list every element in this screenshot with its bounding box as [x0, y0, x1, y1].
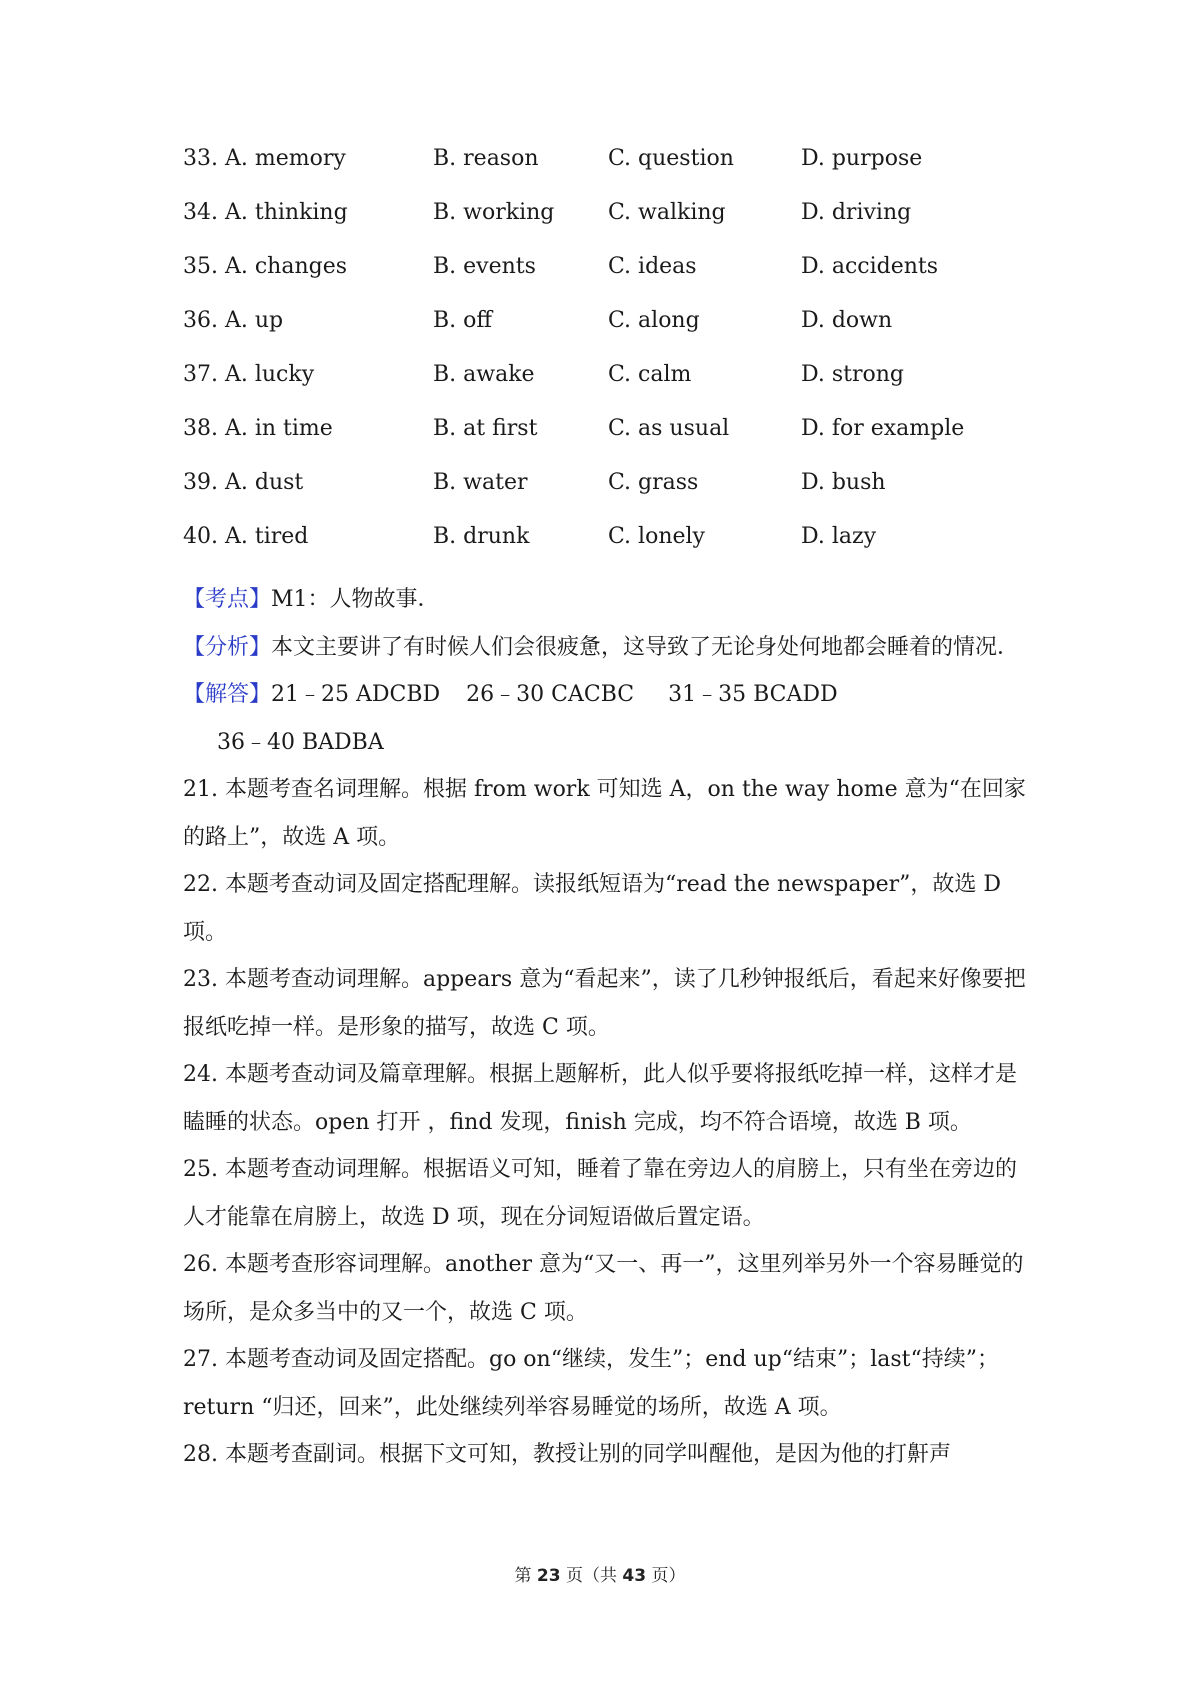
- answer-group: 26﹣30 CACBC: [466, 682, 635, 707]
- option-b: B. drunk: [433, 524, 530, 549]
- option-c: C. lonely: [608, 524, 705, 549]
- option-b: B. awake: [433, 362, 535, 387]
- jieda-tag: 【解答】: [183, 682, 272, 707]
- option-d: D. purpose: [801, 146, 923, 171]
- option-row: [183, 517, 1028, 557]
- option-c: C. as usual: [608, 416, 730, 441]
- option-b: B. at first: [433, 416, 538, 441]
- explanation-paragraph: 24. 本题考查动词及篇章理解。根据上题解析，此人似乎要将报纸吃掉一样，这样才是瞌睡的状态。open 打开 ，find 发现，finish 完成，均不符合语境，故选 B 项。: [183, 1062, 1017, 1135]
- option-a: 36. A. up: [183, 308, 284, 333]
- option-c: C. question: [608, 146, 734, 171]
- option-d: D. accidents: [801, 254, 939, 279]
- option-row: [183, 463, 1028, 503]
- explanation-paragraph: 28. 本题考查副词。根据下文可知，教授让别的同学叫醒他，是因为他的打鼾声: [183, 1442, 951, 1467]
- option-c: C. walking: [608, 200, 726, 225]
- explanation-paragraph: 25. 本题考查动词理解。根据语义可知，睡着了靠在旁边人的肩膀上，只有坐在旁边的人才能靠在肩膀上，故选 D 项，现在分词短语做后置定语。: [183, 1157, 1017, 1230]
- fenxi-tag: 【分析】: [183, 634, 272, 660]
- explanation-paragraph: 22. 本题考查动词及固定搭配理解。读报纸短语为“read the newspaper”，故选 D 项。: [183, 872, 1001, 945]
- jieda-line: [183, 671, 1028, 766]
- explanation-paragraph: 21. 本题考查名词理解。根据 from work 可知选 A，on the way home 意为“在回家的路上”，故选 A 项。: [183, 777, 1026, 850]
- option-row: [183, 355, 1028, 395]
- fenxi-text: 本文主要讲了有时候人们会很疲惫，这导致了无论身处何地都会睡着的情况．: [271, 634, 1020, 660]
- option-a: 38. A. in time: [183, 416, 333, 441]
- option-b: B. reason: [433, 146, 539, 171]
- page-number: 23: [536, 1566, 561, 1586]
- option-a: 37. A. lucky: [183, 362, 315, 387]
- analysis-section: [183, 576, 1028, 1479]
- option-d: D. down: [801, 308, 893, 333]
- explanation-paragraph: 26. 本题考查形容词理解。another 意为“又一、再一”，这里列举另外一个容易睡觉的场所，是众多当中的又一个，故选 C 项。: [183, 1252, 1024, 1325]
- answer-group: 21﹣25 ADCBD: [271, 682, 441, 707]
- option-d: D. lazy: [801, 524, 877, 549]
- answer-group: 36﹣40 BADBA: [217, 729, 384, 755]
- footer-prefix: 第: [514, 1566, 537, 1586]
- option-d: D. for example: [801, 416, 965, 441]
- option-a: 35. A. changes: [183, 254, 348, 279]
- explanation-paragraph: 27. 本题考查动词及固定搭配。go on“继续，发生”；end up“结束”；last“持续”；return “归还，回来”，此处继续列举容易睡觉的场所，故选 A 项。: [183, 1347, 999, 1420]
- option-d: D. driving: [801, 200, 912, 225]
- fenxi-paragraph: [183, 624, 1028, 672]
- option-row: [183, 301, 1028, 341]
- kaodian-text: M1：人物故事．: [271, 587, 440, 612]
- option-b: B. water: [433, 470, 528, 495]
- footer-middle: 页（共: [560, 1566, 623, 1586]
- option-c: C. calm: [608, 362, 692, 387]
- option-row: [183, 193, 1028, 233]
- option-d: D. bush: [801, 470, 886, 495]
- explanation-paragraph: 23. 本题考查动词理解。appears 意为“看起来”，读了几秒钟报纸后，看起来好像要把报纸吃掉一样。是形象的描写，故选 C 项。: [183, 967, 1026, 1040]
- option-row: [183, 139, 1028, 179]
- option-b: B. off: [433, 308, 493, 333]
- total-pages: 43: [622, 1566, 647, 1586]
- option-c: C. ideas: [608, 254, 697, 279]
- option-a: 33. A. memory: [183, 146, 346, 171]
- option-b: B. events: [433, 254, 536, 279]
- option-c: C. along: [608, 308, 700, 333]
- answer-group: 31﹣35 BCADD: [668, 682, 838, 707]
- option-a: 40. A. tired: [183, 524, 309, 549]
- option-a: 39. A. dust: [183, 470, 304, 495]
- option-a: 34. A. thinking: [183, 200, 348, 225]
- kaodian-line: [183, 576, 1028, 624]
- page-footer: [0, 1561, 1200, 1586]
- option-d: D. strong: [801, 362, 904, 387]
- option-row: [183, 247, 1028, 287]
- kaodian-tag: 【考点】: [183, 587, 272, 612]
- option-b: B. working: [433, 200, 555, 225]
- option-c: C. grass: [608, 470, 699, 495]
- footer-suffix: 页）: [646, 1566, 686, 1586]
- option-row: [183, 409, 1028, 449]
